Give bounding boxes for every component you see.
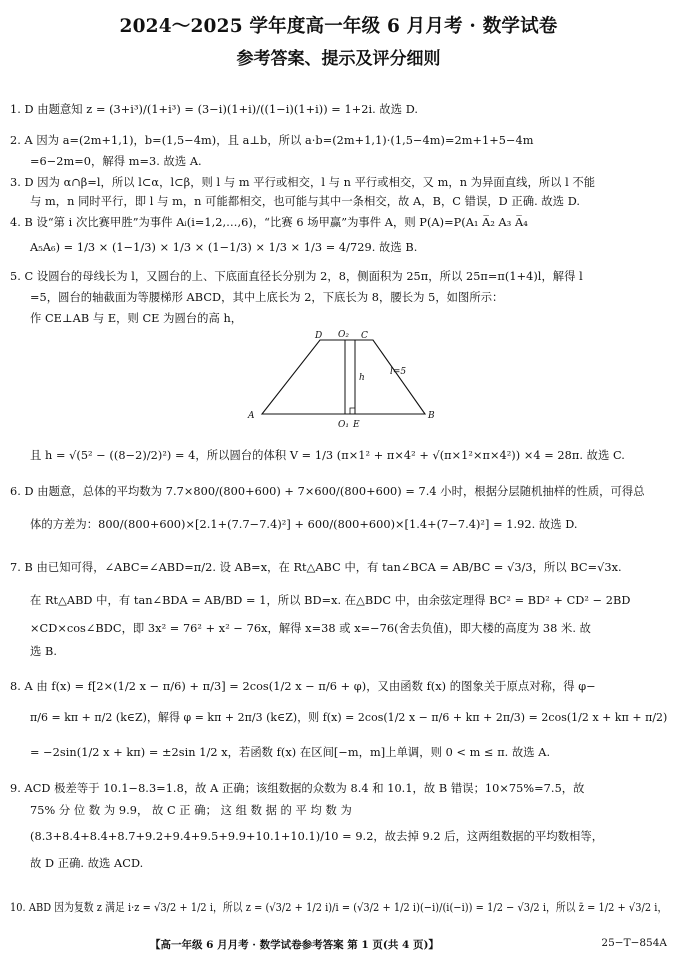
answer-9: 9. ACD 极差等于 10.1−8.3=1.8，故 A 正确；该组数据的众数为 8.4 和 10.1，故 B 错误；10×75%=7.5，故: [10, 782, 585, 795]
label-d: D: [315, 331, 323, 341]
label-c: C: [361, 331, 368, 341]
answer-3-cont: 与 m，n 同时平行，即 l 与 m，n 可能都相交，也可能与其中一条相交，故 A，B，C 错误，D 正确. 故选 D.: [30, 195, 581, 208]
answer-4-cont: A₅A₆) = 1/3 × (1−1/3) × 1/3 × (1−1/3) × 1/3 × 1/3 = 4/729. 故选 B.: [30, 241, 418, 254]
answer-9-cont: 75% 分 位 数 为 9.9， 故 C 正 确； 这 组 数 据 的 平 均 数 为: [30, 804, 352, 817]
answer-6-cont: 体的方差为：800/(800+600)×[2.1+(7.7−7.4)²] + 600/(800+600)×[1.4+(7−7.4)²] = 1.92. 故选 D.: [30, 518, 578, 531]
label-l5: l=5: [390, 367, 407, 377]
footer-page-info: 【高一年级 6 月月考 · 数学试卷参考答案 第 1 页(共 4 页)】: [150, 939, 439, 951]
answer-5-cont-2: 作 CE⊥AB 与 E，则 CE 为圆台的高 h，: [30, 312, 243, 325]
answer-8: 8. A 由 f(x) = f[2×(1/2 x − π/6) + π/3] = 2cos(1/2 x − π/6 + φ)，又由函数 f(x) 的图象关于原点对称，得 φ−: [10, 680, 596, 693]
answer-7: 7. B 由已知可得，∠ABC=∠ABD=π/2. 设 AB=x，在 Rt△ABC 中，有 tan∠BCA = AB/BC = √3/3，所以 BC=√3x.: [10, 561, 622, 574]
answer-7-cont: 在 Rt△ABD 中，有 tan∠BDA = AB/BD = 1，所以 BD=x. 在△BDC 中，由余弦定理得 BC² = BD² + CD² − 2BD: [30, 594, 631, 607]
answer-10: 10. ABD 因为复数 z 满足 i·z = √3/2 + 1/2 i，所以 z = (√3/2 + 1/2 i)/i = (√3/2 + 1/2 i)(−i)/(i(−i)) = 1/2 − √3/2 i，所以 z̄ = 1/2 + √3/2 i，: [10, 901, 668, 914]
answer-7-cont-3: 选 B.: [30, 645, 57, 658]
trapezoid-figure: [240, 328, 440, 432]
answer-8-cont: π/6 = kπ + π/2 (k∈Z)，解得 φ = kπ + 2π/3 (k∈Z)，则 f(x) = 2cos(1/2 x − π/6 + kπ + 2π/3) = 2cos(1/2 x + kπ + π/2): [30, 711, 668, 724]
answer-3: 3. D 因为 α∩β=l，所以 l⊂α，l⊂β，则 l 与 m 平行或相交，l 与 n 平行或相交，又 m，n 为异面直线，所以 l 不能: [10, 176, 596, 189]
answer-1: 1. D 由题意知 z = (3+i³)/(1+i³) = (3−i)(1+i)/((1−i)(1+i)) = 1+2i. 故选 D.: [10, 103, 419, 116]
answer-4: 4. B 设“第 i 次比赛甲胜”为事件 Aᵢ(i=1,2,…,6)，“比赛 6 场甲赢”为事件 A，则 P(A)=P(A₁ A̅₂ A₃ A̅₄: [10, 216, 528, 229]
answer-5-cont-3: 且 h = √(5² − ((8−2)/2)²) = 4，所以圆台的体积 V = 1/3 (π×1² + π×4² + √(π×1²×π×4²)) ×4 = 28π. 故选 C.: [30, 449, 625, 462]
label-o2: O₂: [338, 330, 349, 340]
answer-7-cont-2: ×CD×cos∠BDC，即 3x² = 76² + x² − 76x，解得 x=38 或 x=−76(舍去负值)，即大楼的高度为 38 米. 故: [30, 622, 591, 635]
answer-6: 6. D 由题意，总体的平均数为 7.7×800/(800+600) + 7×600/(800+600) = 7.4 小时，根据分层随机抽样的性质，可得总: [10, 485, 645, 498]
answer-2-cont: =6−2m=0，解得 m=3. 故选 A.: [30, 155, 202, 168]
label-e: E: [353, 420, 360, 430]
label-h: h: [359, 373, 365, 383]
answer-8-cont-2: = −2sin(1/2 x + kπ) = ±2sin 1/2 x，若函数 f(x) 在区间[−m，m]上单调，则 0 < m ≤ π. 故选 A.: [30, 746, 551, 759]
answer-9-cont-3: 故 D 正确. 故选 ACD.: [30, 857, 144, 870]
answer-5: 5. C 设圆台的母线长为 l，又圆台的上、下底面直径长分别为 2，8，侧面积为 25π，所以 25π=π(1+4)l，解得 l: [10, 270, 583, 283]
label-a: A: [248, 411, 255, 421]
label-o1: O₁: [338, 420, 349, 430]
page-title: 2024～2025 学年度高一年级 6 月月考 · 数学试卷: [119, 16, 558, 37]
answer-2: 2. A 因为 a=(2m+1,1)，b=(1,5−4m)，且 a⊥b，所以 a·b=(2m+1,1)·(1,5−4m)=2m+1+5−4m: [10, 134, 534, 147]
page-subtitle: 参考答案、提示及评分细则: [236, 49, 441, 69]
answer-9-cont-2: (8.3+8.4+8.4+8.7+9.2+9.4+9.5+9.9+10.1+10.1)/10 = 9.2，故去掉 9.2 后，这两组数据的平均数相等，: [30, 830, 604, 843]
answer-5-cont: =5，圆台的轴截面为等腰梯形 ABCD，其中上底长为 2，下底长为 8，腰长为 5，如图所示：: [30, 291, 504, 304]
footer-code: 25−T−854A: [601, 937, 667, 949]
label-b: B: [428, 411, 435, 421]
